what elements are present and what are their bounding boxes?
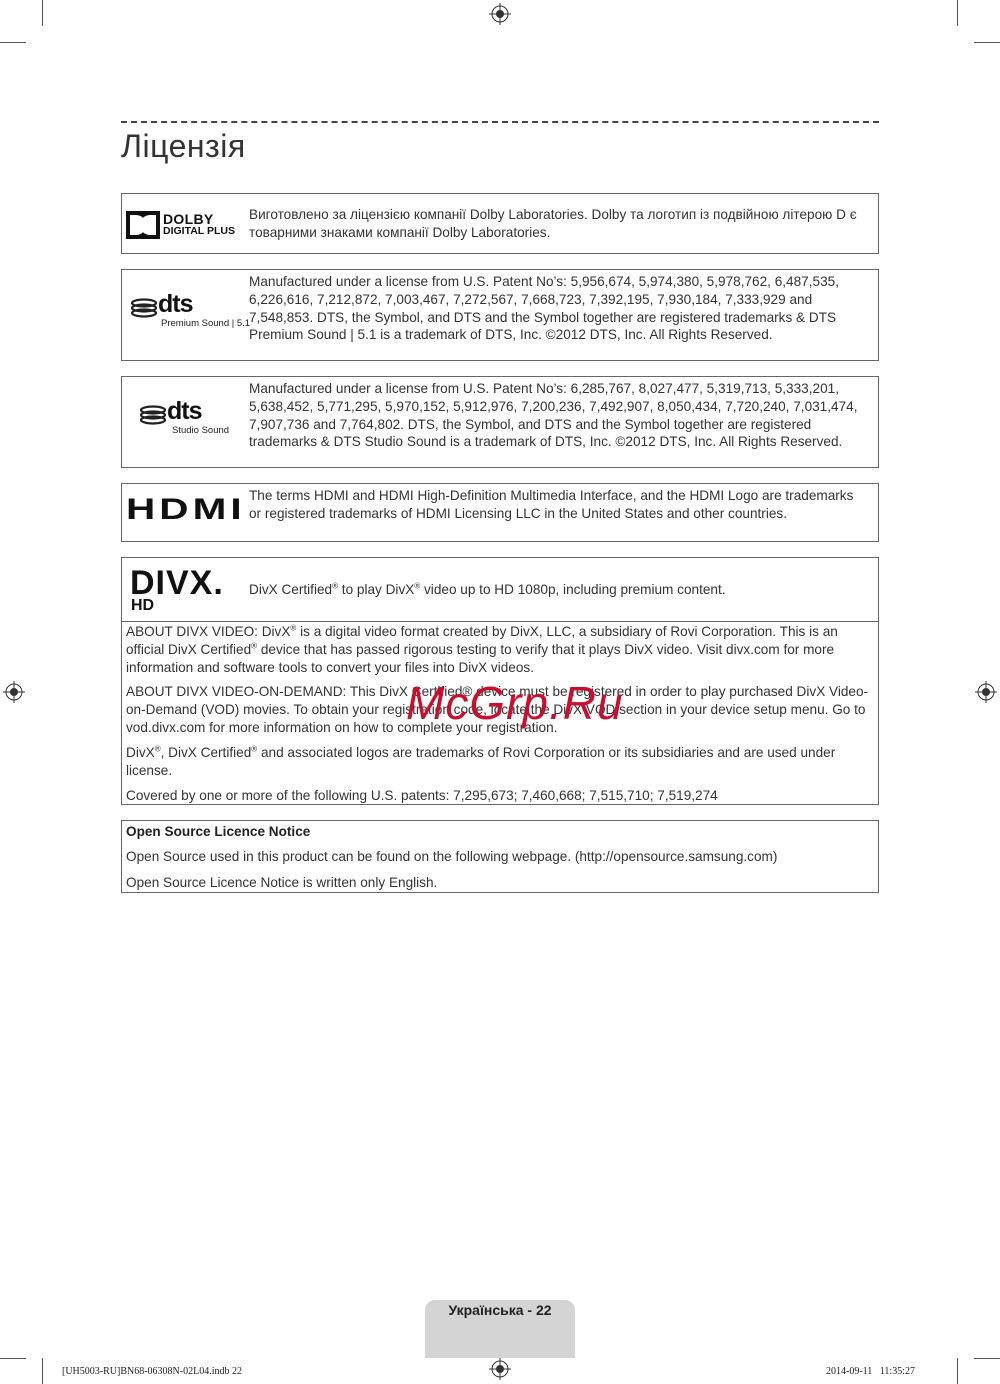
dts-premium-license-text: Manufactured under a license from U.S. Patent No’s: 5,956,674, 5,974,380, 5,978,762, 6,487,535, 6,226,616, 7,212,872, 7,003,467, 7,272,567, 7,668,723, 7,392,195, 7,930,184, 7,333,929 and 7,548,853. DTS, the Symbol, and DTS and the Symbol together are registered trademarks & DTS Premium Sound | 5.1 is a trademark of DTS, Inc. ©2012 DTS, Inc. All Rights Reserved. (249, 274, 839, 343)
open-source-line2: Open Source Licence Notice is written only English. (126, 875, 438, 890)
dts-logo-sub: Premium Sound | 5.1 (161, 318, 251, 329)
crop-mark (957, 1358, 958, 1384)
section-divider (121, 121, 879, 123)
dolby-license-text: Виготовлено за ліцензією компанії Dolby Laboratories. Dolby та логотип із подвійною літерою D є товарними знаками компанії Dolby Laboratories. (249, 207, 857, 240)
registration-mark-icon (975, 681, 997, 703)
page-title: Ліцензія (121, 128, 246, 164)
dolby-logo-line2: DIGITAL PLUS (163, 225, 235, 237)
dts-symbol-icon (131, 298, 157, 318)
dts-logo-word: dts (158, 290, 193, 318)
dolby-logo (126, 211, 244, 239)
page-number-tab (425, 1300, 575, 1358)
divx-about-vod: ABOUT DIVX VIDEO-ON-DEMAND: This DivX Certified® device must be registered in order to play purchased DivX Video-on-Demand (VOD) movies. To obtain your registration code, locate the DivX VOD section in your device setup menu. Go to vod.divx.com for more information on how to complete your registration. (126, 684, 869, 735)
dts-premium-license-box (121, 269, 879, 361)
dts-studio-license-text: Manufactured under a license from U.S. Patent No’s: 6,285,767, 8,027,477, 5,319,713, 5,333,201, 5,638,452, 5,771,295, 5,970,152, 5,912,976, 7,200,236, 7,492,907, 8,050,434, 7,720,240, 7,031,474, 7,907,736 and 7,764,802. DTS, the Symbol, and DTS and the Symbol together are registered trademarks & DTS Studio Sound is a trademark of DTS, Inc. ©2012 DTS, Inc. All Rights Reserved. (249, 381, 858, 450)
crop-mark (0, 42, 26, 43)
open-source-box (121, 820, 879, 893)
divx-logo-sub: HD (131, 597, 155, 614)
crop-mark (42, 1358, 43, 1384)
divx-about-video: ABOUT DIVX VIDEO: DivX® is a digital video format created by DivX, LLC, a subsidiary of Rovi Corporation. This is an official DivX Certified® device that has passed rigorous testing to verify that it plays DivX video. Visit divx.com for more information and software tools to convert your files into DivX videos. (126, 623, 838, 675)
dts-studio-logo (126, 397, 240, 439)
dolby-double-d-icon (126, 211, 160, 239)
crop-mark (974, 42, 1000, 43)
hdmi-license-text: The terms HDMI and HDMI High-Definition Multimedia Interface, and the HDMI Logo are trademarks or registered trademarks of HDMI Licensing LLC in the United States and other countries. (249, 488, 854, 521)
divx-logo (126, 564, 240, 616)
dts-logo-sub: Studio Sound (172, 425, 230, 436)
page-number-label: Українська - 22 (448, 1302, 552, 1318)
dts-symbol-icon (140, 405, 166, 425)
dts-premium-logo (126, 290, 251, 332)
dolby-logo-line1: DOLBY (163, 211, 214, 227)
watermark: McGrp.Ru (406, 677, 624, 729)
registration-mark-icon (3, 681, 25, 703)
open-source-line1: Open Source used in this product can be found on the following webpage. (http://opensource.samsung.com) (126, 849, 778, 864)
dts-logo-word: dts (167, 397, 202, 425)
footer-file-info: [UH5003-RU]BN68-06308N-02L04.indb 22 (62, 1366, 242, 1377)
crop-mark (0, 1358, 26, 1359)
divx-divider (122, 621, 878, 622)
registration-mark-icon (489, 3, 511, 25)
dts-studio-license-box (121, 376, 879, 468)
divx-patents: Covered by one or more of the following U.S. patents: 7,295,673; 7,460,668; 7,515,710; 7,519,274 (126, 788, 718, 803)
hdmi-license-box (121, 483, 879, 542)
dolby-license-box (121, 193, 879, 254)
divx-logo-word: DIVX. (130, 564, 224, 602)
crop-mark (974, 1358, 1000, 1359)
registration-mark-icon (489, 1358, 511, 1380)
open-source-title: Open Source Licence Notice (126, 824, 311, 839)
crop-mark (42, 0, 43, 26)
divx-trademarks: DivX®, DivX Certified® and associated logos are trademarks of Rovi Corporation or its subsidiaries and are used under license. (126, 744, 836, 778)
hdmi-logo: HDMI (126, 493, 246, 526)
crop-mark (957, 0, 958, 26)
divx-certified-text: DivX Certified® to play DivX® video up to HD 1080p, including premium content. (249, 581, 726, 597)
footer-timestamp: 2014-09-11 11:35:27 (826, 1366, 915, 1377)
